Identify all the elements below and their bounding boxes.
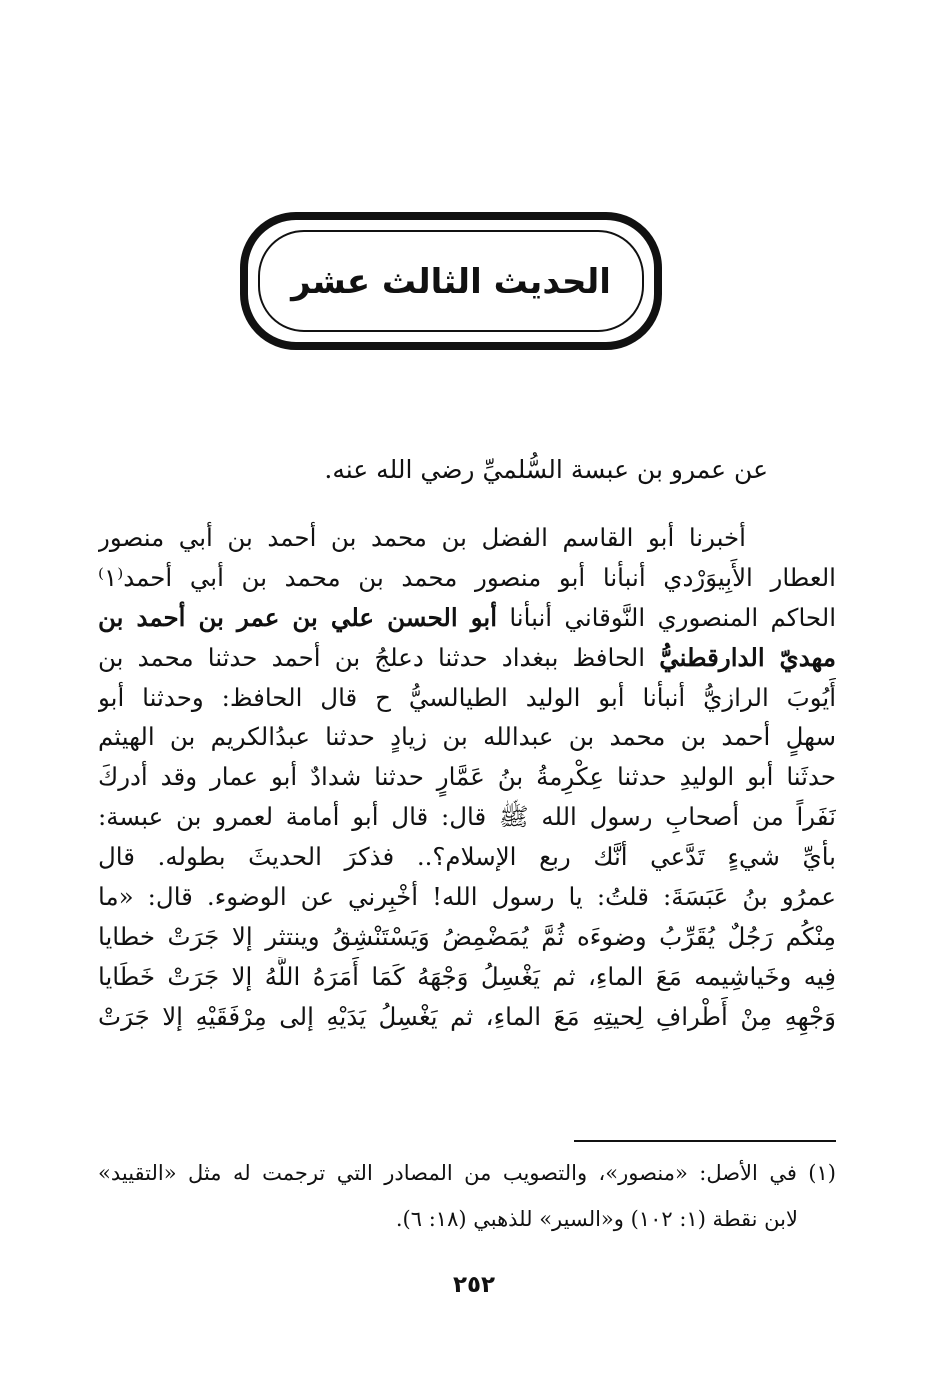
text-segment: العطار الأَبِيوَرْدي أنبأنا أبو منصور محمد بن محمد بن أبي أحمد⁽١⁾ [98, 562, 836, 592]
body-line [98, 917, 836, 957]
body-line [98, 638, 836, 678]
text-segment: عمرُو بنُ عَبَسَةَ: قلتُ: يا رسول الله! أخْبِرني عن الوضوء. قال: «ما [98, 882, 836, 912]
text-segment: سهلٍ أحمد بن محمد بن عبدالله بن زيادٍ حدثنا عبدُالكريم بن الهيثم [98, 722, 836, 752]
body-line [98, 678, 836, 718]
text-segment: حدثَنا أبو الوليدِ حدثنا عِكْرِمةُ بنُ عَمَّارٍ حدثنا شدادٌ أبو عمار وقد أدركَ [98, 762, 836, 792]
text-segment: نَفَراً من أصحابِ رسول الله ﷺ قال: قال أبو أمامة لعمرو بن عبسة: [98, 802, 836, 832]
body-line [98, 957, 836, 997]
body-line [98, 797, 836, 837]
bold-name-segment: مهديّ الدارقطنيُّ [659, 642, 836, 672]
text-segment: وَجْهِهِ مِنْ أَطْرافِ لِحيتِهِ مَعَ الماءِ، ثم يَغْسِلُ يَدَيْهِ إلى مِرْفَقَيْهِ إلا جَرَتْ [98, 1001, 836, 1031]
hadith-body-text [98, 518, 836, 1037]
text-segment: بأيِّ شيءٍ تَدَّعي أنَّك ربع الإسلام؟.. فذكرَ الحديثَ بطوله. قال [98, 842, 836, 872]
body-line [98, 558, 836, 598]
page-number: ٢٥٢ [452, 1272, 496, 1298]
footnote-line: لابن نقطة (١: ١٠٢) و«السير» للذهبي (١٨: ٦). [395, 1207, 798, 1231]
body-line [98, 518, 836, 558]
body-line [98, 877, 836, 917]
bold-name-segment: أبو الحسن علي بن عمر بن أحمد بن [98, 602, 498, 632]
body-line [98, 598, 836, 638]
chapter-title: الحديث الثالث عشر [291, 262, 611, 302]
text-segment: أَيُوبَ الرازيُّ أنبأنا أبو الوليد الطيالسيُّ ح قال الحافظ: وحدثنا أبو [98, 682, 836, 712]
text-segment: مِنْكُم رَجُلٌ يُقَرِّبُ وضوءَه ثُمَّ يُمَضْمِضُ وَيَسْتَنْشِقُ وينتثر إلا جَرَتْ خطايا [98, 921, 836, 951]
body-line [98, 837, 836, 877]
text-segment: أخبرنا أبو القاسم الفضل بن محمد بن أحمد بن أبي منصور [98, 523, 746, 552]
body-line [98, 997, 836, 1037]
hadith-narrator-intro: عن عمرو بن عبسة السُّلميِّ رضي الله عنه. [324, 455, 768, 484]
footnote-separator [574, 1140, 836, 1142]
text-segment: الحاكم المنصوري النَّوقاني أنبأنا [497, 602, 836, 632]
text-segment: فِيه وخَياشِيمه مَعَ الماءِ، ثم يَغْسِلُ وَجْهَهُ كَمَا أَمَرَهُ اللَّهُ إلا جَرَتْ خَطَايا [98, 961, 836, 991]
footnote-line: (١) في الأصل: «منصور»، والتصويب من المصادر التي ترجمت له مثل «التقييد» [98, 1161, 836, 1185]
footnotes [98, 1150, 836, 1242]
chapter-title-frame [240, 212, 662, 350]
body-line [98, 757, 836, 797]
body-line [98, 717, 836, 757]
text-segment: الحافظ ببغداد حدثنا دعلجُ بن أحمد حدثنا محمد بن [98, 642, 660, 672]
